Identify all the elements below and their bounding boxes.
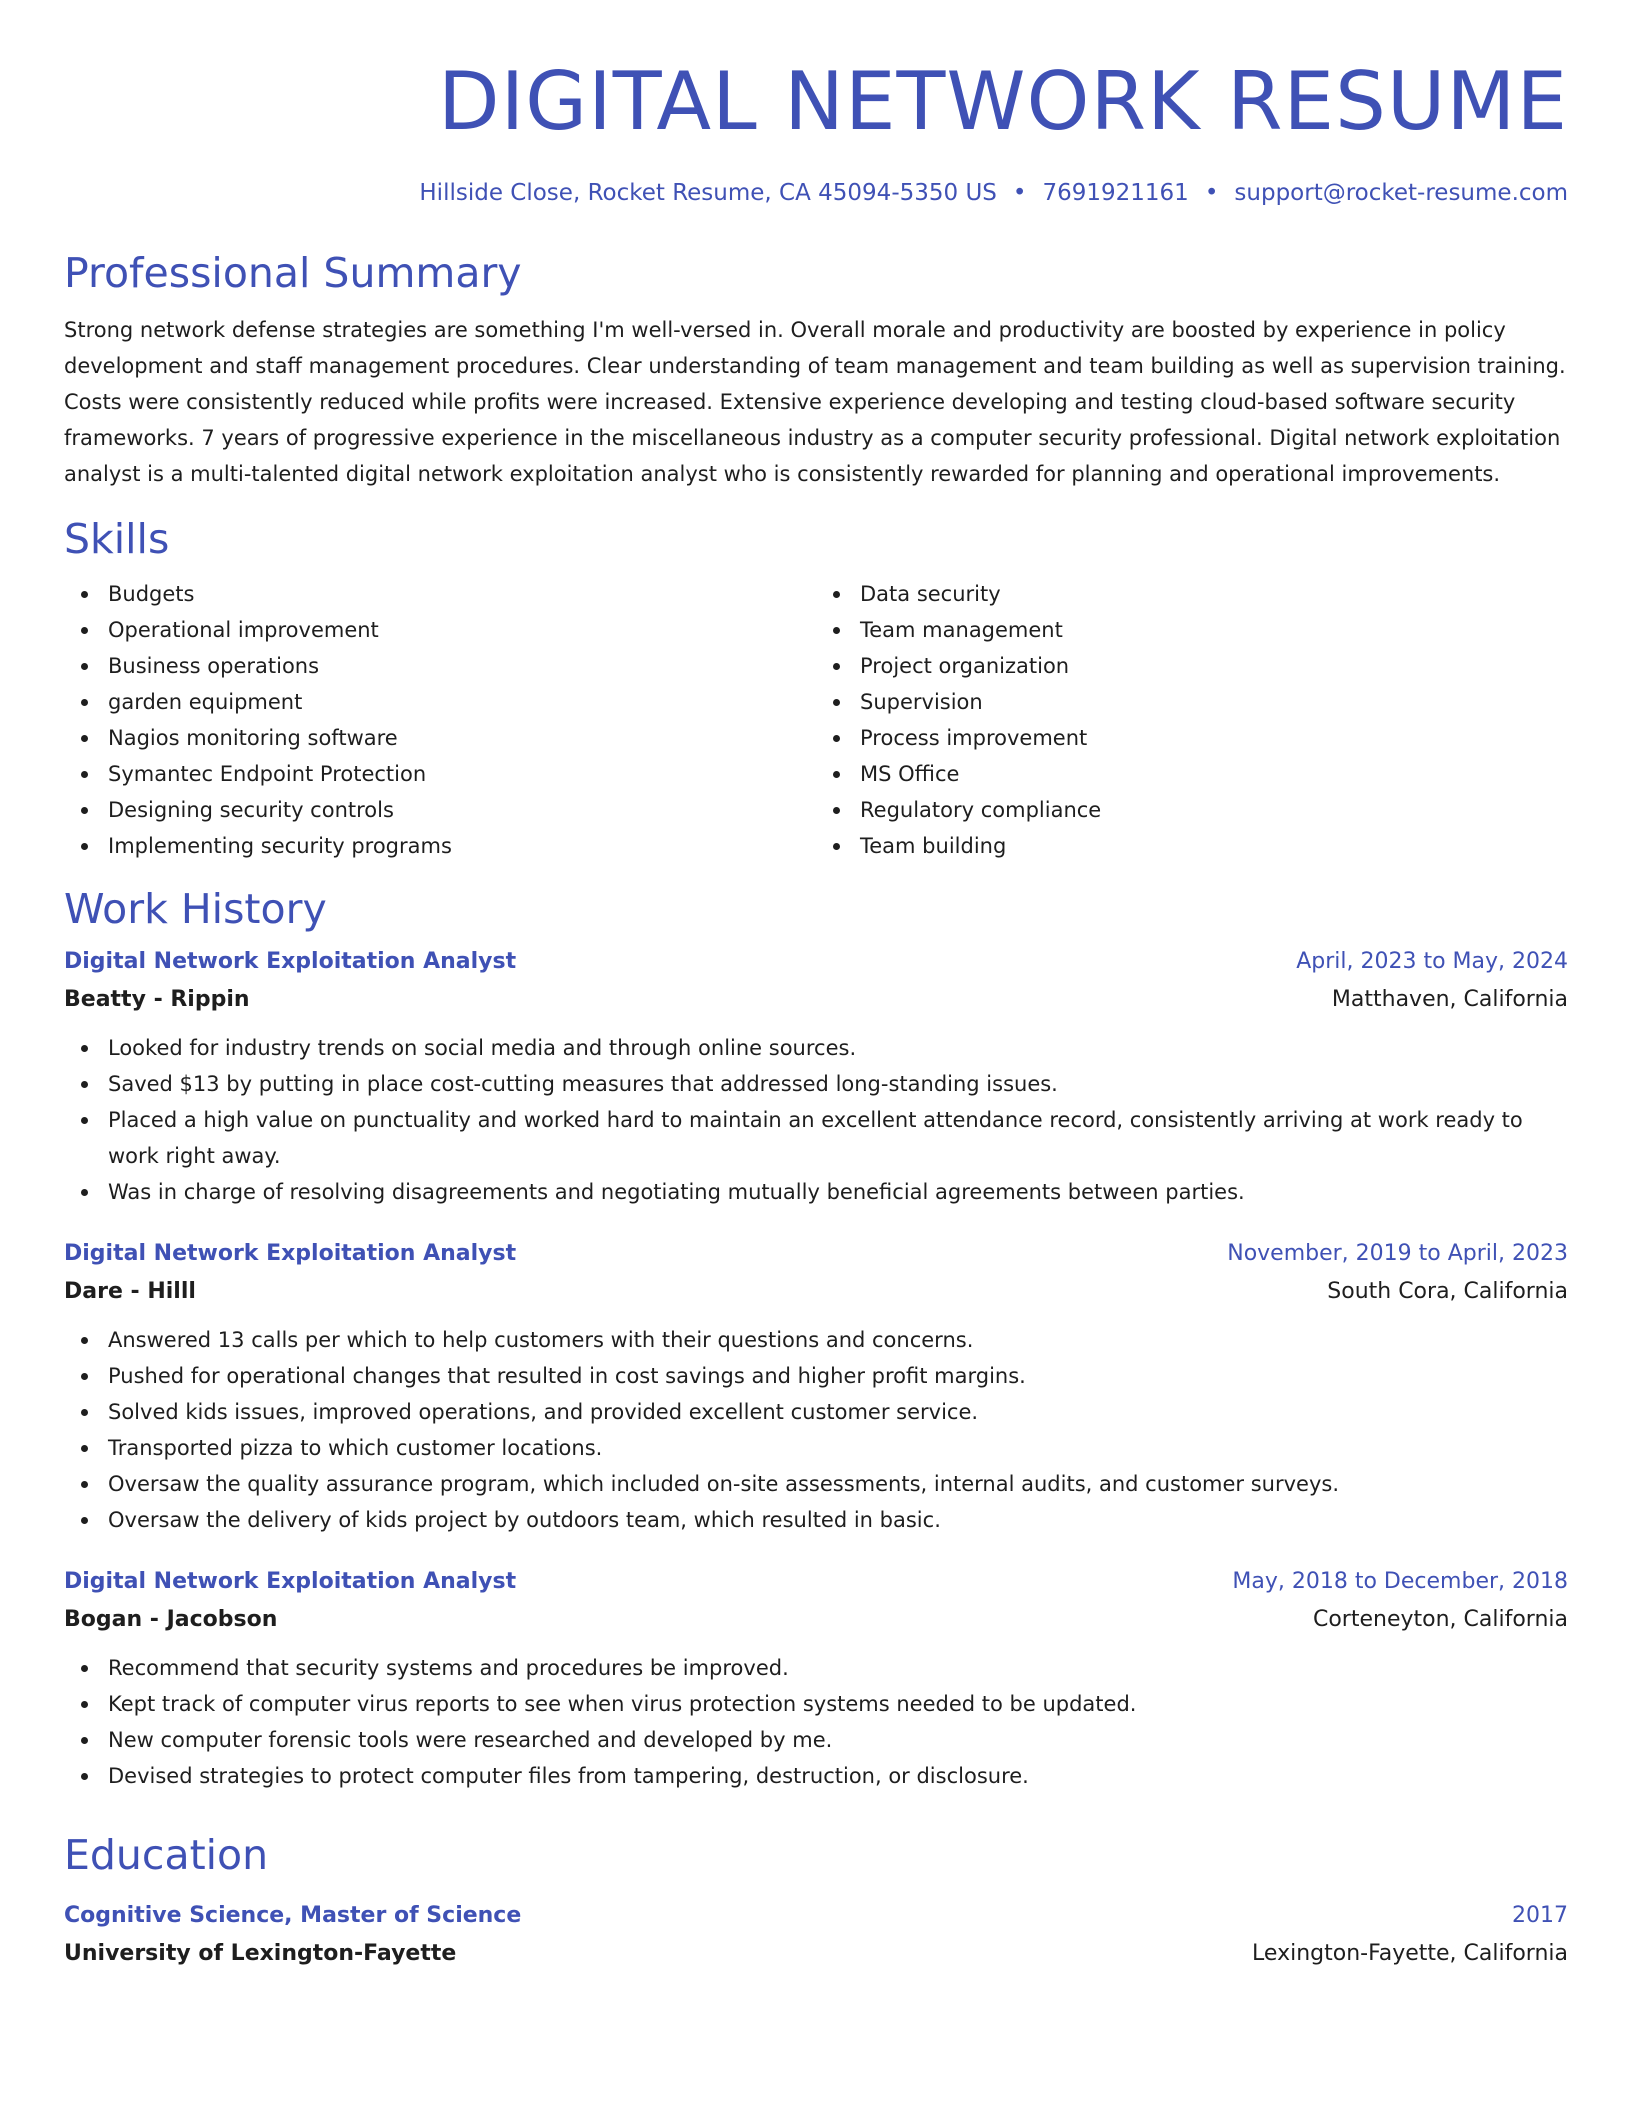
skill-item: Supervision: [860, 684, 1568, 720]
job-header: [64, 1564, 1568, 1600]
degree: Cognitive Science, Master of Science: [64, 1903, 522, 1928]
education-entry: [64, 1898, 1568, 1974]
skill-item: Designing security controls: [108, 792, 816, 828]
job-dates: April, 2023 to May, 2024: [1296, 949, 1568, 974]
education-subheader: [64, 1934, 1568, 1974]
job-subheader: [64, 980, 1568, 1020]
skills-column-right: [816, 576, 1568, 864]
job-bullets: [64, 1650, 1568, 1794]
section-title-education: Education: [64, 1831, 269, 1879]
skill-item: Budgets: [108, 576, 816, 612]
job-header: [64, 1236, 1568, 1272]
section-title-summary: Professional Summary: [64, 249, 522, 297]
skills-column-left: [64, 576, 816, 864]
email: support@rocket-resume.com: [1234, 180, 1568, 206]
skill-item: Operational improvement: [108, 612, 816, 648]
job-entry: [64, 1236, 1568, 1538]
resume-name: DIGITAL NETWORK RESUME: [437, 55, 1568, 148]
job-bullet: Solved kids issues, improved operations, and provided excellent customer service.: [108, 1394, 1568, 1430]
skill-item: garden equipment: [108, 684, 816, 720]
phone: 7691921161: [1042, 180, 1189, 206]
job-bullet: Saved $13 by putting in place cost-cutting measures that addressed long-standing issues.: [108, 1066, 1568, 1102]
job-dates: November, 2019 to April, 2023: [1227, 1241, 1568, 1266]
contact-line: [64, 178, 1568, 208]
job-location: Corteneyton, California: [1312, 1607, 1568, 1632]
job-entry: [64, 944, 1568, 1210]
school-location: Lexington-Fayette, California: [1252, 1941, 1568, 1966]
job-bullet: Oversaw the delivery of kids project by outdoors team, which resulted in basic.: [108, 1502, 1568, 1538]
skill-item: MS Office: [860, 756, 1568, 792]
skills-list: [64, 576, 1568, 864]
section-title-skills: Skills: [64, 515, 170, 563]
skill-item: Team management: [860, 612, 1568, 648]
job-bullet: Answered 13 calls per which to help customers with their questions and concerns.: [108, 1322, 1568, 1358]
job-bullet: Devised strategies to protect computer files from tampering, destruction, or disclosure.: [108, 1758, 1568, 1794]
job-bullet: Pushed for operational changes that resulted in cost savings and higher profit margins.: [108, 1358, 1568, 1394]
job-bullet: Placed a high value on punctuality and worked hard to maintain an excellent attendance record, consistently arriving at work ready to work right away.: [108, 1102, 1568, 1174]
skill-item: Business operations: [108, 648, 816, 684]
job-entry: [64, 1564, 1568, 1794]
job-bullet: Kept track of computer virus reports to see when virus protection systems needed to be updated.: [108, 1686, 1568, 1722]
job-bullet: Transported pizza to which customer locations.: [108, 1430, 1568, 1466]
contact-separator: •: [1012, 180, 1027, 206]
graduation-year: 2017: [1512, 1903, 1568, 1928]
school: University of Lexington-Fayette: [64, 1941, 457, 1966]
job-title: Digital Network Exploitation Analyst: [64, 1569, 517, 1594]
job-subheader: [64, 1600, 1568, 1640]
employer: Beatty - Rippin: [64, 987, 250, 1012]
skill-item: Regulatory compliance: [860, 792, 1568, 828]
summary-text: Strong network defense strategies are something I'm well-versed in. Overall morale and productivity are boosted by experience in policy development and staff management procedures. Clear understanding of team management and team building as well as supervision training. Costs were consistently reduced while profits were increased. Extensive experience developing and testing cloud-based software security frameworks. 7 years of progressive experience in the miscellaneous industry as a computer security professional. Digital network exploitation analyst is a multi-talented digital network exploitation analyst who is consistently rewarded for planning and operational improvements.: [64, 318, 1566, 486]
job-bullets: [64, 1030, 1568, 1210]
job-bullets: [64, 1322, 1568, 1538]
employer: Dare - Hilll: [64, 1279, 196, 1304]
job-bullet: Was in charge of resolving disagreements and negotiating mutually beneficial agreements between parties.: [108, 1174, 1568, 1210]
job-location: Matthaven, California: [1331, 987, 1568, 1012]
job-bullet: Recommend that security systems and procedures be improved.: [108, 1650, 1568, 1686]
skill-item: Nagios monitoring software: [108, 720, 816, 756]
skill-item: Data security: [860, 576, 1568, 612]
job-bullet: Oversaw the quality assurance program, which included on-site assessments, internal audits, and customer surveys.: [108, 1466, 1568, 1502]
job-subheader: [64, 1272, 1568, 1312]
section-title-work-history: Work History: [64, 885, 327, 933]
job-dates: May, 2018 to December, 2018: [1232, 1569, 1568, 1594]
skill-item: Symantec Endpoint Protection: [108, 756, 816, 792]
education-header: [64, 1898, 1568, 1934]
job-title: Digital Network Exploitation Analyst: [64, 949, 517, 974]
job-bullet: Looked for industry trends on social media and through online sources.: [108, 1030, 1568, 1066]
job-location: South Cora, California: [1327, 1279, 1568, 1304]
job-title: Digital Network Exploitation Analyst: [64, 1241, 517, 1266]
skill-item: Team building: [860, 828, 1568, 864]
skill-item: Project organization: [860, 648, 1568, 684]
job-bullet: New computer forensic tools were researched and developed by me.: [108, 1722, 1568, 1758]
job-header: [64, 944, 1568, 980]
skill-item: Process improvement: [860, 720, 1568, 756]
skill-item: Implementing security programs: [108, 828, 816, 864]
address: Hillside Close, Rocket Resume, CA 45094-5350 US: [419, 180, 997, 206]
employer: Bogan - Jacobson: [64, 1607, 278, 1632]
contact-separator: •: [1204, 180, 1219, 206]
